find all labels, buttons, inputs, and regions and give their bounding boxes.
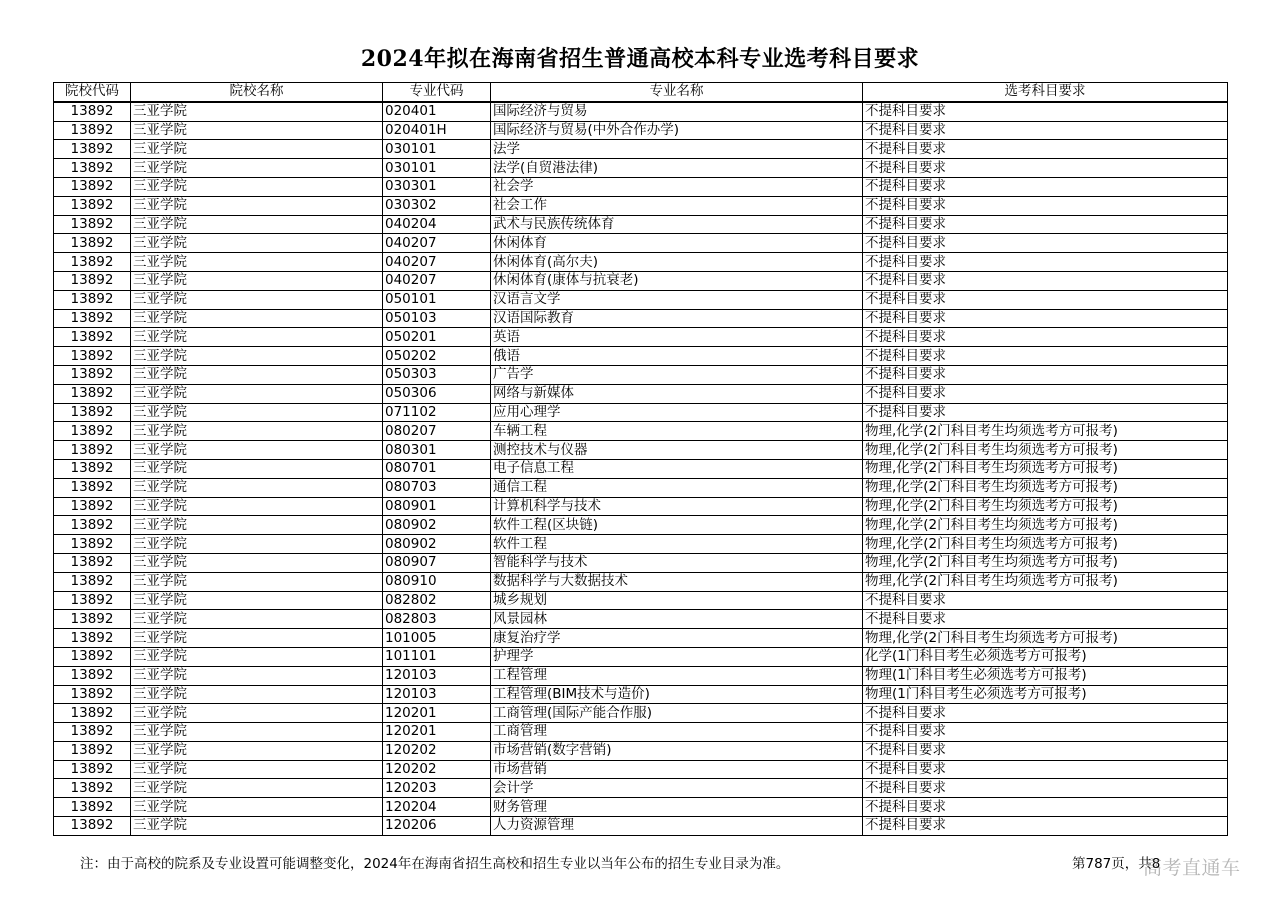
school-name-cell: 三亚学院: [131, 102, 383, 121]
subject-requirement-cell: 不提科目要求: [863, 384, 1228, 403]
table-row: [54, 253, 1228, 272]
table-header-row: [54, 83, 1228, 102]
school-code-cell: 13892: [54, 309, 131, 328]
subject-requirement-cell: 不提科目要求: [863, 365, 1228, 384]
major-name-cell: 市场营销(数字营销): [491, 741, 863, 760]
major-code-cell: 120204: [383, 798, 491, 817]
major-code-cell: 120206: [383, 817, 491, 836]
table-row: [54, 422, 1228, 441]
subject-requirement-cell: 不提科目要求: [863, 253, 1228, 272]
major-name-cell: 财务管理: [491, 798, 863, 817]
major-code-cell: 082803: [383, 610, 491, 629]
school-code-cell: 13892: [54, 817, 131, 836]
school-name-cell: 三亚学院: [131, 253, 383, 272]
school-name-cell: 三亚学院: [131, 234, 383, 253]
table-row: [54, 196, 1228, 215]
major-name-cell: 城乡规划: [491, 591, 863, 610]
table-row: [54, 741, 1228, 760]
table-row: [54, 384, 1228, 403]
subject-requirement-cell: 物理,化学(2门科目考生均须选考方可报考): [863, 516, 1228, 535]
school-code-cell: 13892: [54, 365, 131, 384]
school-code-cell: 13892: [54, 741, 131, 760]
school-code-cell: 13892: [54, 422, 131, 441]
table-row: [54, 478, 1228, 497]
school-code-cell: 13892: [54, 704, 131, 723]
school-code-cell: 13892: [54, 290, 131, 309]
major-code-cell: 030101: [383, 140, 491, 159]
column-header-subject-requirement: 选考科目要求: [863, 83, 1228, 102]
major-code-cell: 040204: [383, 215, 491, 234]
major-name-cell: 护理学: [491, 647, 863, 666]
subject-requirement-cell: 物理,化学(2门科目考生均须选考方可报考): [863, 535, 1228, 554]
school-name-cell: 三亚学院: [131, 159, 383, 178]
school-code-cell: 13892: [54, 196, 131, 215]
table-row: [54, 685, 1228, 704]
major-name-cell: 应用心理学: [491, 403, 863, 422]
major-code-cell: 080910: [383, 572, 491, 591]
table-row: [54, 309, 1228, 328]
school-code-cell: 13892: [54, 629, 131, 648]
subject-requirement-cell: 不提科目要求: [863, 234, 1228, 253]
major-code-cell: 080907: [383, 553, 491, 572]
school-code-cell: 13892: [54, 723, 131, 742]
subject-requirement-cell: 化学(1门科目考生必须选考方可报考): [863, 647, 1228, 666]
school-name-cell: 三亚学院: [131, 817, 383, 836]
subject-requirement-cell: 不提科目要求: [863, 723, 1228, 742]
subject-requirement-cell: 物理(1门科目考生必须选考方可报考): [863, 685, 1228, 704]
school-name-cell: 三亚学院: [131, 535, 383, 554]
column-header-major-name: 专业名称: [491, 83, 863, 102]
school-code-cell: 13892: [54, 441, 131, 460]
table-row: [54, 779, 1228, 798]
subject-requirement-cell: 物理(1门科目考生必须选考方可报考): [863, 666, 1228, 685]
table-row: [54, 817, 1228, 836]
school-code-cell: 13892: [54, 234, 131, 253]
major-code-cell: 030302: [383, 196, 491, 215]
table-row: [54, 666, 1228, 685]
subject-requirement-cell: 不提科目要求: [863, 347, 1228, 366]
school-name-cell: 三亚学院: [131, 666, 383, 685]
major-name-cell: 工程管理: [491, 666, 863, 685]
school-name-cell: 三亚学院: [131, 347, 383, 366]
table-row: [54, 140, 1228, 159]
school-code-cell: 13892: [54, 666, 131, 685]
major-code-cell: 080301: [383, 441, 491, 460]
school-name-cell: 三亚学院: [131, 422, 383, 441]
subject-requirement-cell: 物理,化学(2门科目考生均须选考方可报考): [863, 629, 1228, 648]
school-name-cell: 三亚学院: [131, 798, 383, 817]
major-name-cell: 工程管理(BIM技术与造价): [491, 685, 863, 704]
table-row: [54, 610, 1228, 629]
subject-requirement-cell: 不提科目要求: [863, 196, 1228, 215]
major-code-cell: 120202: [383, 741, 491, 760]
school-name-cell: 三亚学院: [131, 497, 383, 516]
major-code-cell: 101101: [383, 647, 491, 666]
major-code-cell: 050101: [383, 290, 491, 309]
school-name-cell: 三亚学院: [131, 196, 383, 215]
major-name-cell: 通信工程: [491, 478, 863, 497]
subject-requirements-table: [53, 82, 1228, 836]
table-row: [54, 629, 1228, 648]
school-code-cell: 13892: [54, 610, 131, 629]
major-name-cell: 广告学: [491, 365, 863, 384]
major-name-cell: 法学: [491, 140, 863, 159]
table-row: [54, 121, 1228, 140]
school-code-cell: 13892: [54, 403, 131, 422]
table-row: [54, 102, 1228, 121]
subject-requirement-cell: 不提科目要求: [863, 779, 1228, 798]
school-name-cell: 三亚学院: [131, 629, 383, 648]
table-row: [54, 290, 1228, 309]
subject-requirement-cell: 物理,化学(2门科目考生均须选考方可报考): [863, 441, 1228, 460]
major-code-cell: 120103: [383, 685, 491, 704]
major-name-cell: 数据科学与大数据技术: [491, 572, 863, 591]
major-code-cell: 050306: [383, 384, 491, 403]
major-name-cell: 休闲体育(康体与抗衰老): [491, 271, 863, 290]
school-code-cell: 13892: [54, 760, 131, 779]
subject-requirement-cell: 不提科目要求: [863, 102, 1228, 121]
subject-requirement-cell: 不提科目要求: [863, 328, 1228, 347]
major-code-cell: 050103: [383, 309, 491, 328]
major-name-cell: 软件工程(区块链): [491, 516, 863, 535]
school-name-cell: 三亚学院: [131, 215, 383, 234]
subject-requirement-cell: 不提科目要求: [863, 798, 1228, 817]
major-name-cell: 社会工作: [491, 196, 863, 215]
table-row: [54, 159, 1228, 178]
subject-requirement-cell: 物理,化学(2门科目考生均须选考方可报考): [863, 478, 1228, 497]
school-code-cell: 13892: [54, 384, 131, 403]
subject-requirement-cell: 不提科目要求: [863, 271, 1228, 290]
school-code-cell: 13892: [54, 140, 131, 159]
table-row: [54, 553, 1228, 572]
major-name-cell: 网络与新媒体: [491, 384, 863, 403]
page-number: 第787页，共8: [1072, 856, 1161, 872]
table-row: [54, 572, 1228, 591]
major-name-cell: 工商管理: [491, 723, 863, 742]
major-code-cell: 120202: [383, 760, 491, 779]
table-row: [54, 591, 1228, 610]
major-code-cell: 080902: [383, 516, 491, 535]
table-row: [54, 234, 1228, 253]
school-name-cell: 三亚学院: [131, 365, 383, 384]
major-code-cell: 080703: [383, 478, 491, 497]
major-name-cell: 国际经济与贸易: [491, 102, 863, 121]
major-name-cell: 风景园林: [491, 610, 863, 629]
major-name-cell: 汉语国际教育: [491, 309, 863, 328]
subject-requirement-cell: 不提科目要求: [863, 760, 1228, 779]
school-name-cell: 三亚学院: [131, 685, 383, 704]
school-name-cell: 三亚学院: [131, 647, 383, 666]
table-row: [54, 723, 1228, 742]
table-row: [54, 647, 1228, 666]
table-row: [54, 215, 1228, 234]
table-row: [54, 328, 1228, 347]
school-code-cell: 13892: [54, 177, 131, 196]
major-name-cell: 工商管理(国际产能合作服): [491, 704, 863, 723]
major-code-cell: 120201: [383, 704, 491, 723]
major-code-cell: 040207: [383, 271, 491, 290]
subject-requirement-cell: 不提科目要求: [863, 159, 1228, 178]
school-code-cell: 13892: [54, 159, 131, 178]
subject-requirement-cell: 不提科目要求: [863, 177, 1228, 196]
school-code-cell: 13892: [54, 591, 131, 610]
school-name-cell: 三亚学院: [131, 121, 383, 140]
school-code-cell: 13892: [54, 516, 131, 535]
subject-requirement-cell: 不提科目要求: [863, 817, 1228, 836]
subject-requirement-cell: 不提科目要求: [863, 309, 1228, 328]
major-code-cell: 030301: [383, 177, 491, 196]
school-code-cell: 13892: [54, 215, 131, 234]
major-name-cell: 测控技术与仪器: [491, 441, 863, 460]
table-row: [54, 798, 1228, 817]
table-row: [54, 441, 1228, 460]
major-code-cell: 120201: [383, 723, 491, 742]
subject-requirement-cell: 物理,化学(2门科目考生均须选考方可报考): [863, 422, 1228, 441]
major-name-cell: 康复治疗学: [491, 629, 863, 648]
school-name-cell: 三亚学院: [131, 610, 383, 629]
subject-requirement-cell: 物理,化学(2门科目考生均须选考方可报考): [863, 459, 1228, 478]
major-code-cell: 040207: [383, 253, 491, 272]
subject-requirement-cell: 不提科目要求: [863, 290, 1228, 309]
major-code-cell: 080901: [383, 497, 491, 516]
school-code-cell: 13892: [54, 497, 131, 516]
major-name-cell: 休闲体育: [491, 234, 863, 253]
subject-requirement-cell: 不提科目要求: [863, 140, 1228, 159]
school-name-cell: 三亚学院: [131, 741, 383, 760]
school-code-cell: 13892: [54, 271, 131, 290]
table-row: [54, 365, 1228, 384]
school-name-cell: 三亚学院: [131, 723, 383, 742]
subject-requirement-cell: 物理,化学(2门科目考生均须选考方可报考): [863, 497, 1228, 516]
subject-requirement-cell: 不提科目要求: [863, 215, 1228, 234]
major-code-cell: 080701: [383, 459, 491, 478]
school-code-cell: 13892: [54, 347, 131, 366]
table-row: [54, 704, 1228, 723]
school-name-cell: 三亚学院: [131, 572, 383, 591]
major-name-cell: 软件工程: [491, 535, 863, 554]
table-row: [54, 535, 1228, 554]
school-code-cell: 13892: [54, 572, 131, 591]
table-row: [54, 403, 1228, 422]
footnote: 注：由于高校的院系及专业设置可能调整变化，2024年在海南省招生高校和招生专业以当年公布的招生专业目录为准。: [80, 856, 790, 872]
major-code-cell: 071102: [383, 403, 491, 422]
school-name-cell: 三亚学院: [131, 271, 383, 290]
school-name-cell: 三亚学院: [131, 459, 383, 478]
major-code-cell: 030101: [383, 159, 491, 178]
school-name-cell: 三亚学院: [131, 478, 383, 497]
subject-requirement-cell: 不提科目要求: [863, 704, 1228, 723]
subject-requirement-cell: 不提科目要求: [863, 610, 1228, 629]
major-code-cell: 082802: [383, 591, 491, 610]
school-name-cell: 三亚学院: [131, 328, 383, 347]
school-name-cell: 三亚学院: [131, 384, 383, 403]
major-name-cell: 英语: [491, 328, 863, 347]
major-code-cell: 050202: [383, 347, 491, 366]
school-name-cell: 三亚学院: [131, 140, 383, 159]
watermark-logo: 高考直通车: [1143, 857, 1241, 879]
major-name-cell: 电子信息工程: [491, 459, 863, 478]
school-name-cell: 三亚学院: [131, 553, 383, 572]
major-name-cell: 社会学: [491, 177, 863, 196]
table-row: [54, 271, 1228, 290]
major-name-cell: 俄语: [491, 347, 863, 366]
school-name-cell: 三亚学院: [131, 441, 383, 460]
school-code-cell: 13892: [54, 478, 131, 497]
column-header-major-code: 专业代码: [383, 83, 491, 102]
major-code-cell: 080207: [383, 422, 491, 441]
major-code-cell: 040207: [383, 234, 491, 253]
table-row: [54, 177, 1228, 196]
school-name-cell: 三亚学院: [131, 403, 383, 422]
major-name-cell: 智能科学与技术: [491, 553, 863, 572]
school-name-cell: 三亚学院: [131, 516, 383, 535]
major-code-cell: 120203: [383, 779, 491, 798]
school-code-cell: 13892: [54, 779, 131, 798]
major-name-cell: 法学(自贸港法律): [491, 159, 863, 178]
school-code-cell: 13892: [54, 121, 131, 140]
subject-requirement-cell: 不提科目要求: [863, 741, 1228, 760]
school-code-cell: 13892: [54, 798, 131, 817]
school-code-cell: 13892: [54, 685, 131, 704]
school-code-cell: 13892: [54, 535, 131, 554]
major-name-cell: 国际经济与贸易(中外合作办学): [491, 121, 863, 140]
major-code-cell: 080902: [383, 535, 491, 554]
table-row: [54, 497, 1228, 516]
school-code-cell: 13892: [54, 553, 131, 572]
major-name-cell: 武术与民族传统体育: [491, 215, 863, 234]
school-name-cell: 三亚学院: [131, 779, 383, 798]
major-code-cell: 101005: [383, 629, 491, 648]
table-row: [54, 516, 1228, 535]
school-name-cell: 三亚学院: [131, 177, 383, 196]
page-title: 2024年拟在海南省招生普通高校本科专业选考科目要求: [360, 46, 920, 72]
major-code-cell: 020401: [383, 102, 491, 121]
school-name-cell: 三亚学院: [131, 704, 383, 723]
subject-requirement-cell: 不提科目要求: [863, 121, 1228, 140]
school-name-cell: 三亚学院: [131, 760, 383, 779]
major-name-cell: 会计学: [491, 779, 863, 798]
major-code-cell: 120103: [383, 666, 491, 685]
school-code-cell: 13892: [54, 102, 131, 121]
subject-requirement-cell: 不提科目要求: [863, 403, 1228, 422]
major-code-cell: 020401H: [383, 121, 491, 140]
subject-requirement-cell: 不提科目要求: [863, 591, 1228, 610]
school-code-cell: 13892: [54, 253, 131, 272]
school-name-cell: 三亚学院: [131, 290, 383, 309]
subject-requirement-cell: 物理,化学(2门科目考生均须选考方可报考): [863, 553, 1228, 572]
table-row: [54, 459, 1228, 478]
major-code-cell: 050201: [383, 328, 491, 347]
column-header-school-name: 院校名称: [131, 83, 383, 102]
major-name-cell: 休闲体育(高尔夫): [491, 253, 863, 272]
school-code-cell: 13892: [54, 328, 131, 347]
major-name-cell: 市场营销: [491, 760, 863, 779]
school-name-cell: 三亚学院: [131, 591, 383, 610]
subject-requirement-cell: 物理,化学(2门科目考生均须选考方可报考): [863, 572, 1228, 591]
major-code-cell: 050303: [383, 365, 491, 384]
major-name-cell: 汉语言文学: [491, 290, 863, 309]
school-code-cell: 13892: [54, 647, 131, 666]
major-name-cell: 车辆工程: [491, 422, 863, 441]
school-name-cell: 三亚学院: [131, 309, 383, 328]
school-code-cell: 13892: [54, 459, 131, 478]
major-name-cell: 人力资源管理: [491, 817, 863, 836]
table-row: [54, 760, 1228, 779]
column-header-school-code: 院校代码: [54, 83, 131, 102]
table-body: [54, 102, 1228, 836]
table-row: [54, 347, 1228, 366]
major-name-cell: 计算机科学与技术: [491, 497, 863, 516]
